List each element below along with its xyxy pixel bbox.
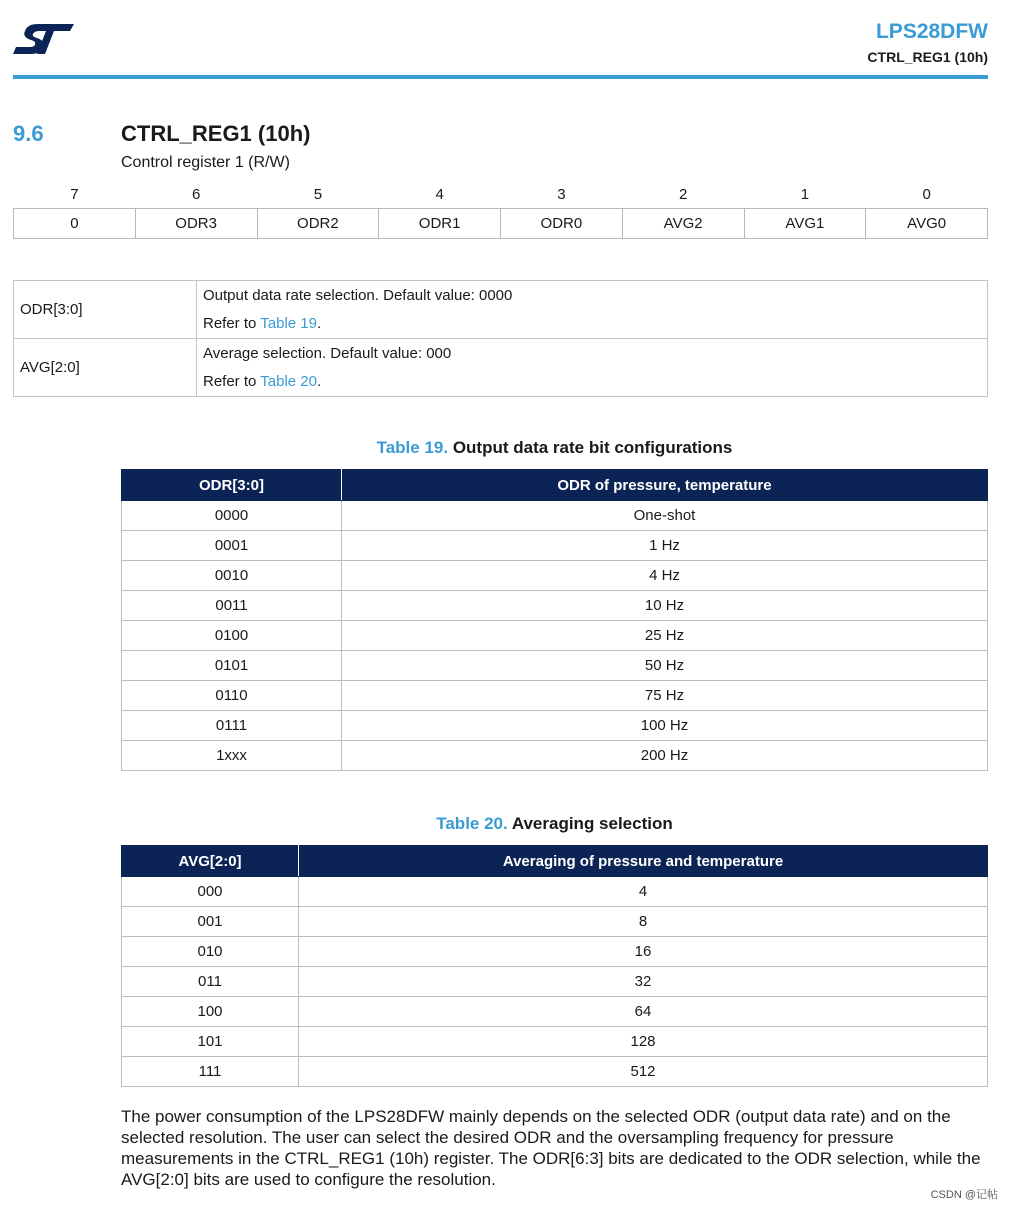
table-row: [122, 937, 988, 967]
avg-code: 000: [122, 877, 299, 907]
field-description: [197, 339, 988, 397]
bit-name: AVG1: [744, 209, 866, 239]
caption-number: Table 19.: [376, 438, 449, 457]
caption-text: Output data rate bit configurations: [452, 438, 733, 457]
table-row: [122, 621, 988, 651]
bit-position: 6: [191, 185, 201, 203]
caption-number: Table 20.: [436, 814, 508, 833]
odr-code: 0110: [122, 681, 342, 711]
bit-name: AVG2: [622, 209, 744, 239]
odr-value: 10 Hz: [342, 591, 988, 621]
avg-value: 4: [299, 877, 988, 907]
table-row: [122, 651, 988, 681]
bit-name: 0: [14, 209, 136, 239]
refer-suffix: .: [316, 314, 322, 332]
avg-code: 100: [122, 997, 299, 1027]
section-title: CTRL_REG1 (10h): [121, 121, 311, 146]
bit-name: ODR3: [135, 209, 257, 239]
document-subtitle: CTRL_REG1 (10h): [867, 49, 988, 65]
table-row: [122, 591, 988, 621]
st-logo-icon: [12, 20, 76, 58]
odr-value: 75 Hz: [342, 681, 988, 711]
odr-table: [121, 469, 988, 771]
field-name: AVG[2:0]: [14, 339, 197, 397]
avg-code: 001: [122, 907, 299, 937]
body-paragraph: [121, 1106, 981, 1190]
field-description-table: [13, 280, 988, 397]
avg-value: 8: [299, 907, 988, 937]
table-19-caption: [121, 438, 988, 458]
odr-value: One-shot: [342, 501, 988, 531]
odr-code: 0010: [122, 561, 342, 591]
table-row: [122, 877, 988, 907]
header-rule: [13, 75, 988, 79]
avg-value: 128: [299, 1027, 988, 1057]
bit-position: 0: [922, 185, 931, 203]
bit-position: 1: [800, 185, 810, 203]
bit-position: 2: [678, 185, 688, 203]
table-row: [122, 681, 988, 711]
odr-value: 50 Hz: [342, 651, 988, 681]
bit-name: AVG0: [866, 209, 988, 239]
table-row: [122, 531, 988, 561]
table-row: [122, 741, 988, 771]
register-bit-map: [13, 180, 988, 239]
field-reference: [203, 368, 981, 396]
section-number: 9.6: [13, 121, 44, 146]
odr-code: 0001: [122, 531, 342, 561]
refer-prefix: Refer to: [203, 372, 261, 390]
bit-position-row: [14, 180, 988, 209]
table-19-link[interactable]: Table 19: [260, 314, 317, 332]
table-row: [122, 1027, 988, 1057]
bit-position: 5: [313, 185, 323, 203]
field-description-text: Average selection. Default value: 000: [203, 344, 452, 362]
odr-value: 25 Hz: [342, 621, 988, 651]
table-row: [122, 501, 988, 531]
odr-value: 4 Hz: [342, 561, 988, 591]
avg-value: 512: [299, 1057, 988, 1087]
column-header: ODR[3:0]: [122, 470, 342, 501]
odr-value: 200 Hz: [342, 741, 988, 771]
bit-name: ODR0: [501, 209, 623, 239]
table-row: [122, 561, 988, 591]
avg-value: 16: [299, 937, 988, 967]
odr-code: 0000: [122, 501, 342, 531]
field-name: ODR[3:0]: [14, 281, 197, 339]
table-row: [122, 1057, 988, 1087]
table-row: [122, 967, 988, 997]
avg-value: 64: [299, 997, 988, 1027]
field-description-row: [14, 339, 988, 397]
odr-code: 1xxx: [122, 741, 342, 771]
odr-code: 0011: [122, 591, 342, 621]
watermark: CSDN @记帖: [930, 1189, 998, 1201]
odr-value: 1 Hz: [342, 531, 988, 561]
field-description: [197, 281, 988, 339]
bit-name: ODR2: [257, 209, 379, 239]
field-description-row: [14, 281, 988, 339]
odr-code: 0111: [122, 711, 342, 741]
table-header-row: [122, 470, 988, 501]
table-20-link[interactable]: Table 20: [260, 372, 317, 390]
field-description-text: Output data rate selection. Default value: 0000: [203, 286, 513, 304]
refer-suffix: .: [316, 372, 322, 390]
odr-code: 0101: [122, 651, 342, 681]
avg-code: 101: [122, 1027, 299, 1057]
paragraph-text: The power consumption of the LPS28DFW mainly depends on the selected ODR (output data rate) and on the selected resolution. The user can select the desired ODR and the oversampling frequency for pressure measurements in the CTRL_REG1 (10h) register. The ODR[6:3] bits are dedicated to the ODR selection, while the AVG[2:0] bits are used to configure the resolution.: [121, 1107, 981, 1189]
caption-text: Averaging selection: [511, 814, 673, 833]
document-header: [867, 20, 988, 65]
avg-code: 111: [122, 1057, 299, 1087]
bit-position: 4: [435, 185, 444, 203]
averaging-table: [121, 845, 988, 1087]
bit-position: 3: [557, 185, 566, 203]
bit-name-row: [14, 209, 988, 239]
table-row: [122, 711, 988, 741]
refer-prefix: Refer to: [203, 314, 261, 332]
table-20-caption: [121, 814, 988, 834]
avg-value: 32: [299, 967, 988, 997]
odr-code: 0100: [122, 621, 342, 651]
odr-value: 100 Hz: [342, 711, 988, 741]
column-header: ODR of pressure, temperature: [342, 470, 988, 501]
document-title: LPS28DFW: [875, 20, 988, 43]
avg-code: 011: [122, 967, 299, 997]
bit-position: 7: [70, 185, 79, 203]
table-row: [122, 907, 988, 937]
st-logo: [12, 20, 76, 58]
column-header: Averaging of pressure and temperature: [299, 846, 988, 877]
table-row: [122, 997, 988, 1027]
column-header: AVG[2:0]: [122, 846, 299, 877]
avg-code: 010: [122, 937, 299, 967]
section-subtitle: Control register 1 (R/W): [121, 154, 290, 171]
bit-name: ODR1: [379, 209, 501, 239]
table-header-row: [122, 846, 988, 877]
field-reference: [203, 310, 981, 338]
